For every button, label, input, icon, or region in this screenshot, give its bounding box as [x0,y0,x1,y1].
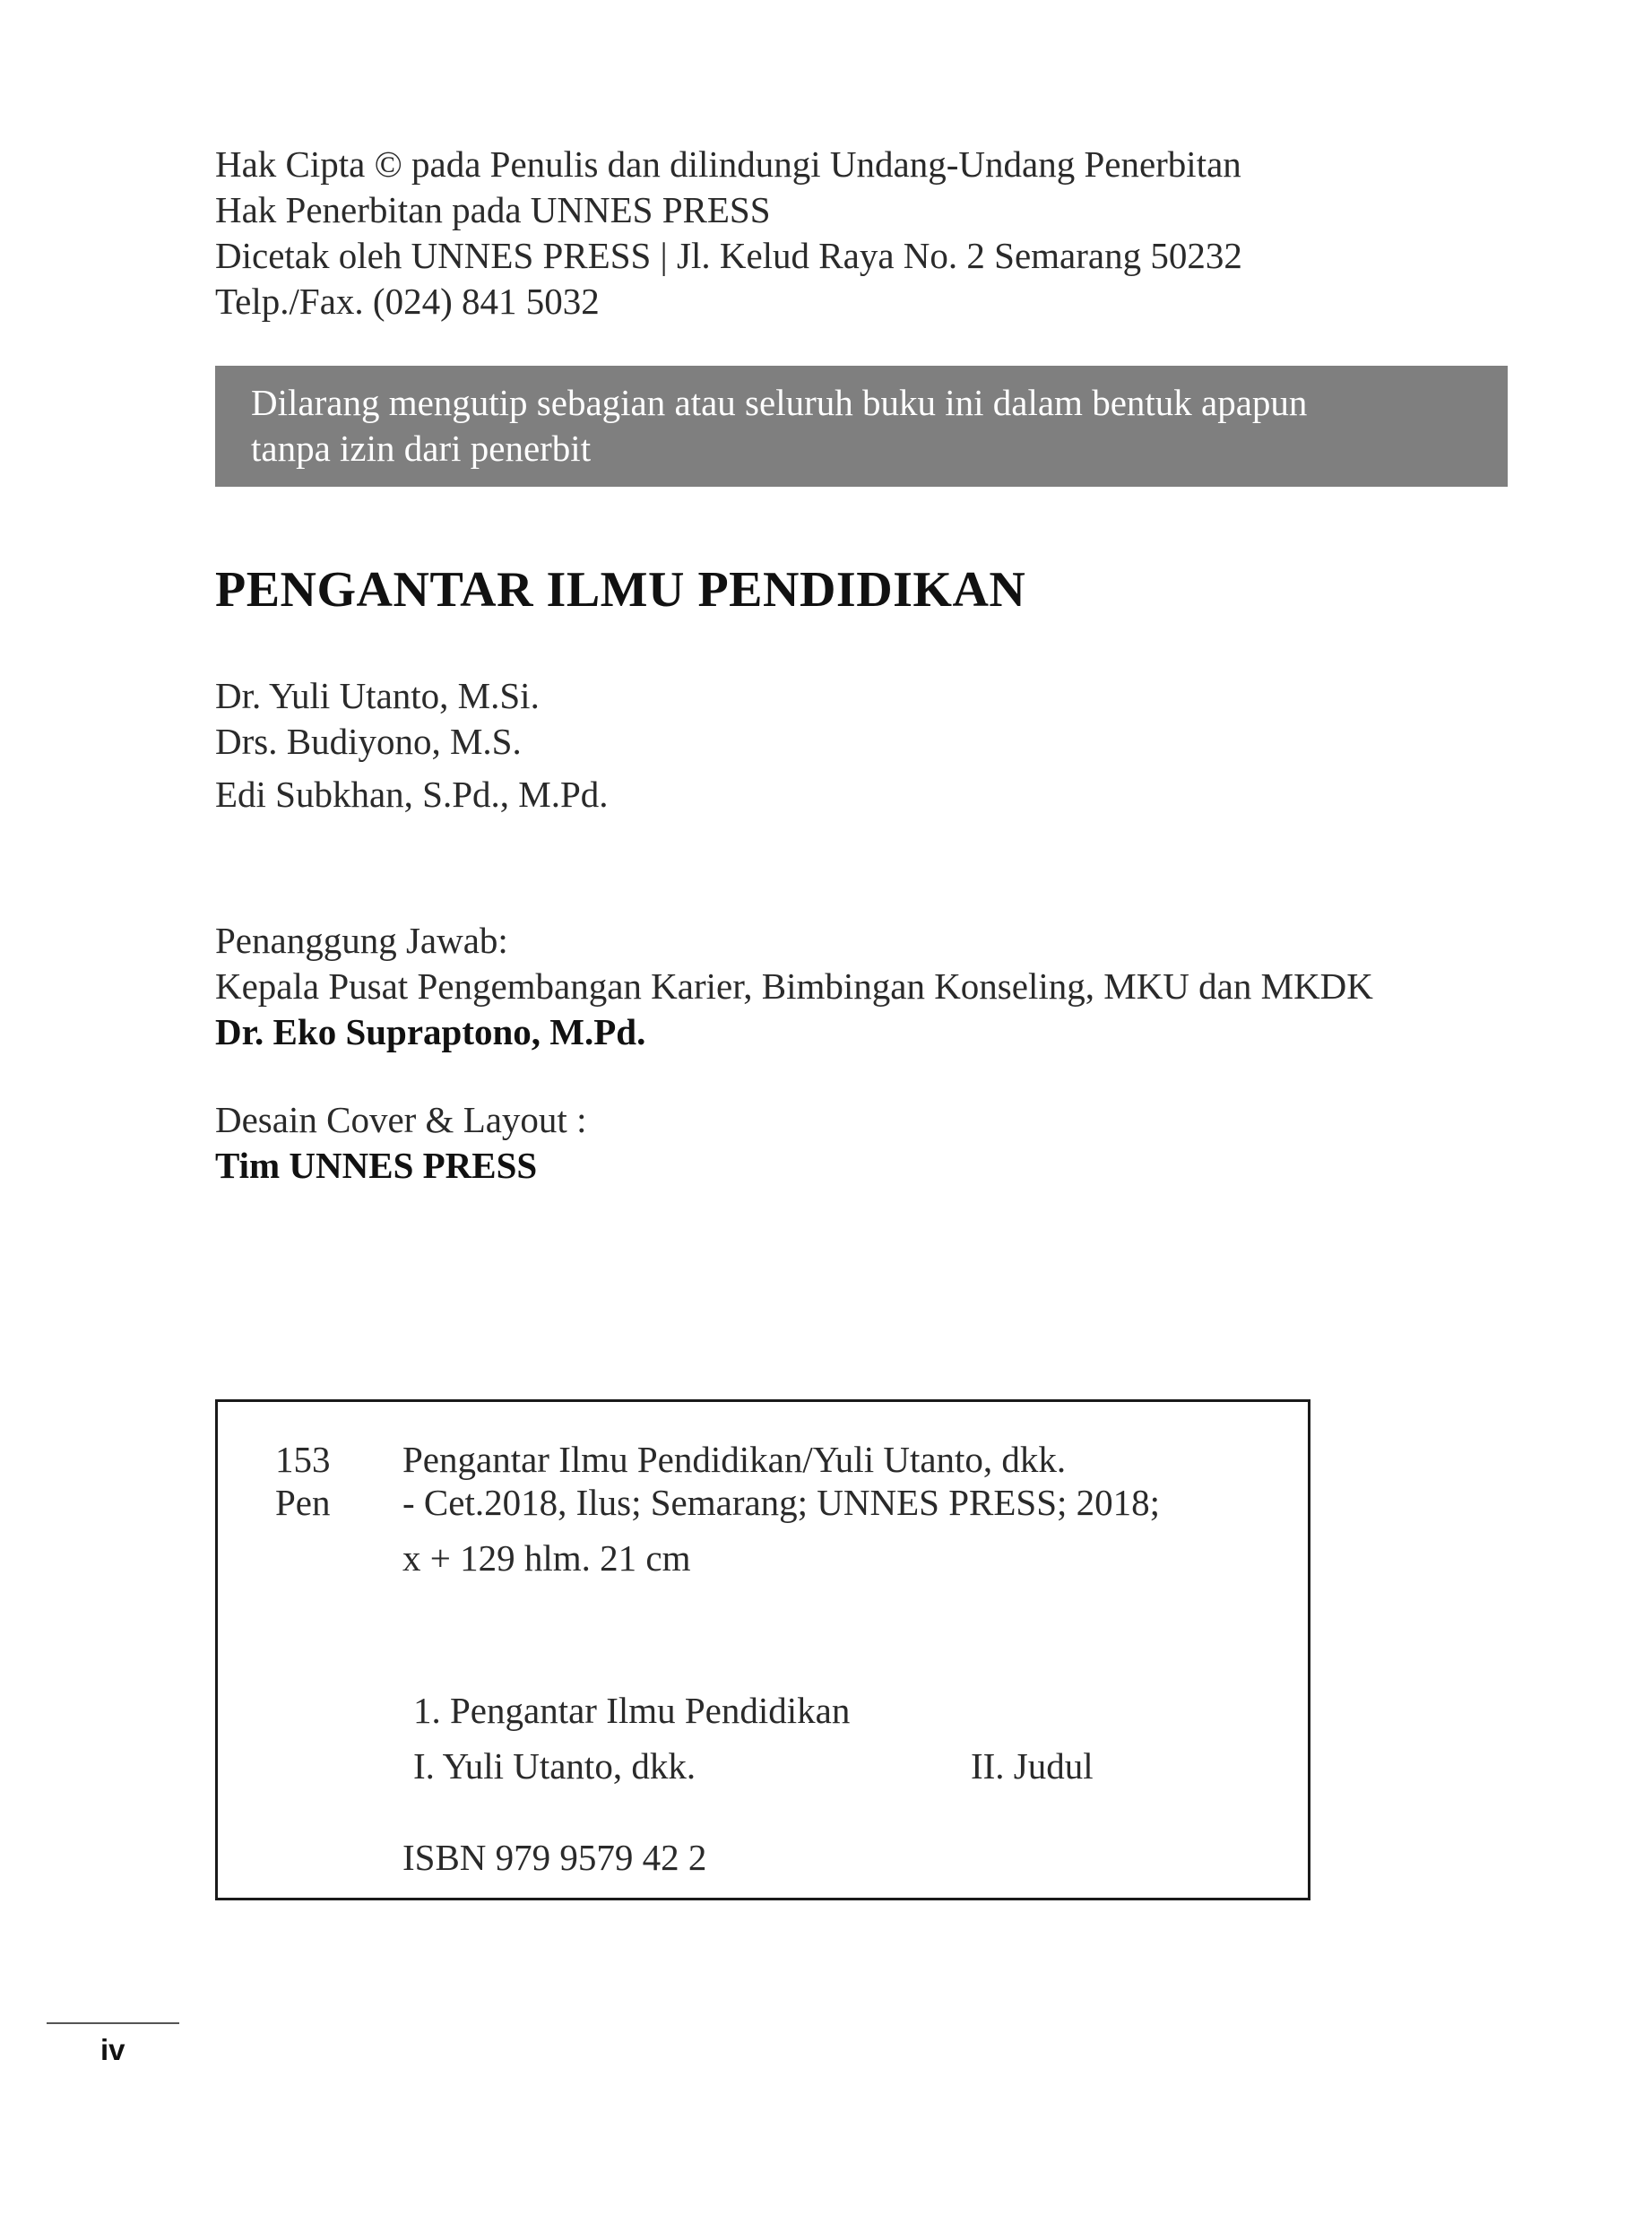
catalog-class-number: 153 [275,1439,331,1480]
author-name: Dr. Yuli Utanto, M.Si. [215,675,540,716]
book-title: PENGANTAR ILMU PENDIDIKAN [215,562,1026,618]
author-name: Drs. Budiyono, M.S. [215,721,522,762]
author-name: Edi Subkhan, S.Pd., M.Pd. [215,774,609,815]
phone-fax-line: Telp./Fax. (024) 841 5032 [215,281,600,322]
footer-divider [47,2022,179,2024]
page-number: iv [100,2033,125,2066]
printer-address-line: Dicetak oleh UNNES PRESS | Jl. Kelud Raya No. 2 Semarang 50232 [215,235,1242,276]
catalog-index-title: II. Judul [971,1745,1094,1787]
catalog-subject: 1. Pengantar Ilmu Pendidikan [413,1690,851,1731]
copyright-line: Hak Cipta © pada Penulis dan dilindungi Undang-Undang Penerbitan [215,143,1241,185]
responsible-role: Kepala Pusat Pengembangan Karier, Bimbingan Konseling, MKU dan MKDK [215,965,1373,1007]
publishing-rights-line: Hak Penerbitan pada UNNES PRESS [215,189,771,230]
copyright-notice-banner [215,366,1508,487]
responsible-label: Penanggung Jawab: [215,920,508,961]
catalog-entry-pages: x + 129 hlm. 21 cm [402,1537,691,1579]
catalog-card [215,1399,1310,1900]
catalog-class-code: Pen [275,1482,331,1523]
catalog-isbn: ISBN 979 9579 42 2 [402,1837,707,1878]
responsible-section [215,918,1373,1055]
catalog-index-author: I. Yuli Utanto, dkk. [413,1745,696,1787]
notice-line: Dilarang mengutip sebagian atau seluruh buku ini dalam bentuk apapun [251,382,1308,423]
design-team-name: Tim UNNES PRESS [215,1145,538,1186]
notice-line: tanpa izin dari penerbit [251,428,592,469]
catalog-entry-title: Pengantar Ilmu Pendidikan/Yuli Utanto, dkk. [402,1439,1067,1480]
responsible-name: Dr. Eko Supraptono, M.Pd. [215,1011,646,1052]
copyright-block [215,142,1242,325]
catalog-entry-edition: - Cet.2018, Ilus; Semarang; UNNES PRESS; 2018; [402,1482,1161,1523]
design-label: Desain Cover & Layout : [215,1099,587,1140]
design-credit-section [215,1097,586,1189]
